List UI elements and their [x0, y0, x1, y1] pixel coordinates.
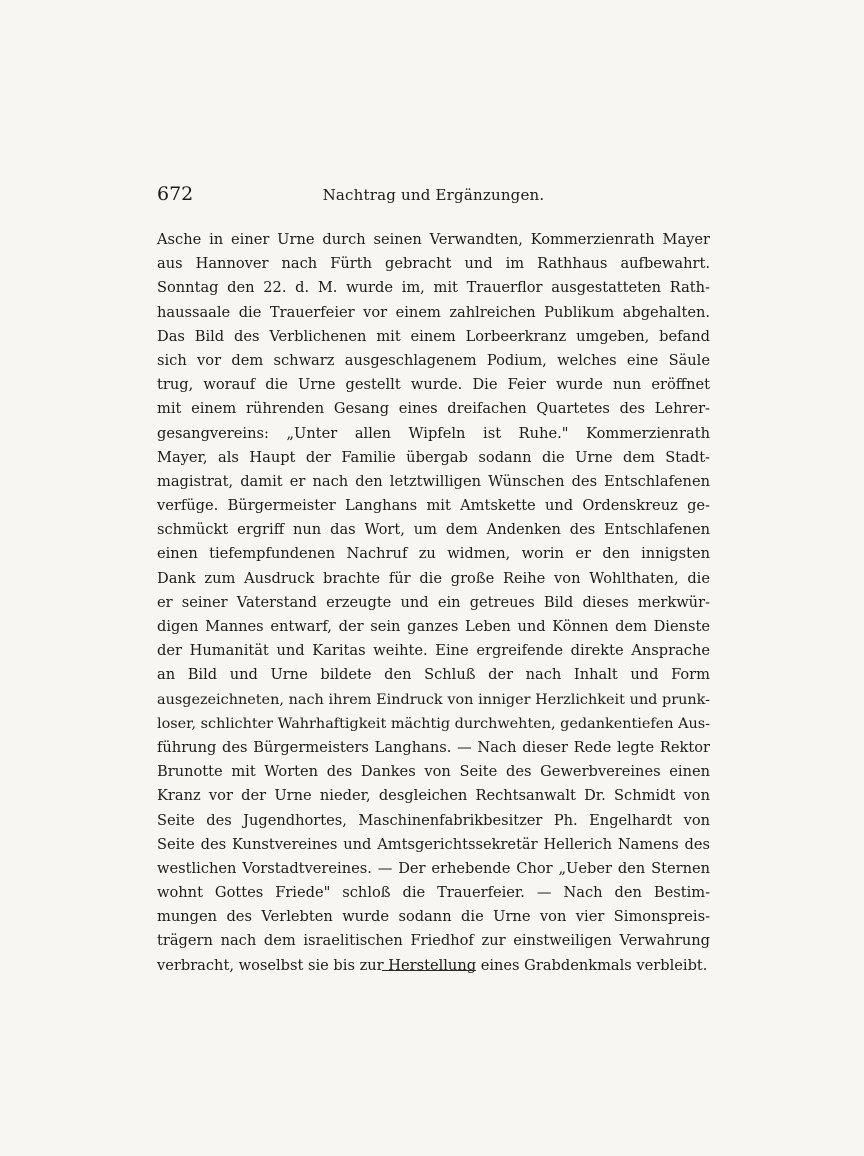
text-line: trägern nach dem israelitischen Friedhof zur einstweiligen Verwahrung — [157, 932, 710, 950]
page-number: 672 — [157, 183, 194, 205]
bleed-through-text — [157, 872, 710, 972]
text-line: verbracht, woselbst sie bis zur Herstellung eines Grabdenkmals verbleibt. — [157, 956, 708, 974]
text-line: loser, schlichter Wahrhaftigkeit mächtig durchwehten, gedankentiefen Aus- — [157, 715, 710, 732]
text-line: mit einem rührenden Gesang eines dreifachen Quartetes des Lehrer- — [157, 400, 710, 418]
text-line: sich vor dem schwarz ausgeschlagenem Podium, welches eine Säule — [157, 351, 710, 369]
text-line: magistrat, damit er nach den letztwilligen Wünschen des Entschlafenen — [157, 472, 710, 490]
text-line: trug, worauf die Urne gestellt wurde. Die Feier wurde nun eröffnet — [157, 376, 710, 394]
text-line: Das Bild des Verblichenen mit einem Lorbeerkranz umgeben, befand — [157, 327, 710, 345]
text-line: westlichen Vorstadtvereines. — Der erhebende Chor „Ueber den Sternen — [157, 859, 710, 877]
running-head: Nachtrag und Ergänzungen. — [322, 186, 545, 204]
text-line: gesangvereins: „Unter allen Wipfeln ist Ruhe." Kommerzienrath — [157, 424, 710, 442]
text-line: schmückt ergriff nun das Wort, um dem Andenken des Entschlafenen — [157, 521, 710, 539]
text-line: Seite des Kunstvereines und Amtsgerichtssekretär Hellerich Namens des — [157, 835, 710, 853]
text-line: einen tiefempfundenen Nachruf zu widmen, worin er den innigsten — [157, 545, 710, 563]
text-line: wohnt Gottes Friede" schloß die Trauerfeier. — Nach den Bestim- — [157, 884, 710, 902]
text-line: Sonntag den 22. d. M. wurde im, mit Trauerflor ausgestatteten Rath- — [157, 279, 710, 297]
text-line: Seite des Jugendhortes, Maschinenfabrikbesitzer Ph. Engelhardt von — [157, 811, 710, 829]
text-line: digen Mannes entwarf, der sein ganzes Leben und Können dem Dienste — [157, 618, 710, 635]
text-line: an Bild und Urne bildete den Schluß der nach Inhalt und Form — [157, 666, 710, 684]
text-line: haussaale die Trauerfeier vor einem zahlreichen Publikum abgehalten. — [157, 303, 710, 321]
text-line: Dank zum Ausdruck brachte für die große Reihe von Wohlthaten, die — [157, 569, 710, 587]
text-line: Asche in einer Urne durch seinen Verwandten, Kommerzienrath Mayer — [157, 231, 710, 248]
text-line: Brunotte mit Worten des Dankes von Seite des Gewerbvereines einen — [157, 763, 710, 781]
text-line: verfüge. Bürgermeister Langhans mit Amtskette und Ordenskreuz ge- — [157, 497, 710, 515]
text-line: mungen des Verlebten wurde sodann die Urne von vier Simonspreis- — [157, 908, 710, 926]
text-line: aus Hannover nach Fürth gebracht und im Rathhaus aufbewahrt. — [157, 255, 710, 273]
text-line: ausgezeichneten, nach ihrem Eindruck von inniger Herzlichkeit und prunk- — [157, 691, 710, 708]
text-line: führung des Bürgermeisters Langhans. — Nach dieser Rede legte Rektor — [157, 738, 710, 756]
text-line: er seiner Vaterstand erzeugte und ein getreues Bild dieses merkwür- — [157, 593, 710, 611]
text-line: der Humanität und Karitas weihte. Eine ergreifende direkte Ansprache — [157, 642, 710, 660]
page-header — [157, 183, 710, 205]
text-line: Kranz vor der Urne nieder, desgleichen Rechtsanwalt Dr. Schmidt von — [157, 787, 710, 805]
section-end-rule — [382, 970, 476, 971]
text-line: Mayer, als Haupt der Familie übergab sodann die Urne dem Stadt- — [157, 448, 710, 466]
body-paragraph — [157, 228, 710, 978]
